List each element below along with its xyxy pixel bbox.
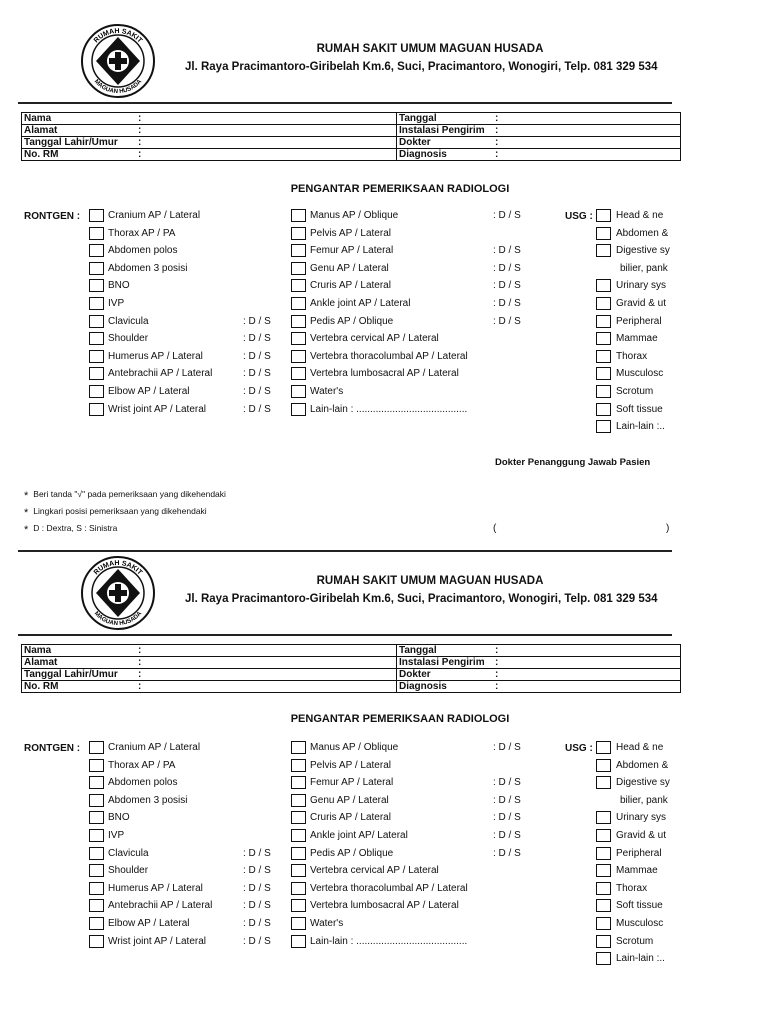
field-no-rm[interactable]: No. RM : [22,681,397,693]
exam-item-label: Abdomen & [616,759,669,771]
exam-item-label: Musculosc [616,368,664,380]
checkbox[interactable] [291,297,306,310]
checkbox[interactable] [89,759,104,772]
exam-item-label: Genu AP / Lateral [310,262,389,274]
field-dokter[interactable]: Dokter : [397,137,681,149]
exam-item-label: Lain-lain :.. [616,953,665,965]
side-selector[interactable]: : D / S [243,865,271,877]
exam-item-label: Femur AP / Lateral [310,245,394,257]
exam-item-label: Head & ne [616,742,664,753]
checkbox[interactable] [89,279,104,292]
note-3: * D : Dextra, S : Sinistra [24,523,118,536]
exam-item-label: Femur AP / Lateral [310,777,394,789]
exam-item-label: Peripheral [616,847,662,859]
checkbox[interactable] [291,350,306,363]
field-tanggal[interactable]: Tanggal : [397,113,681,125]
checkbox[interactable] [89,882,104,895]
side-selector[interactable]: : D / S [493,262,521,274]
checkbox[interactable] [291,847,306,860]
side-selector[interactable]: : D / S [493,210,521,221]
exam-item-label: Abdomen & [616,227,669,239]
exam-item-label: Cruris AP / Lateral [310,280,391,292]
checkbox[interactable] [291,899,306,912]
exam-item-label: Shoulder [108,865,149,877]
exam-item-label: Clavicula [108,847,149,859]
hospital-logo [80,555,156,631]
exam-item-label: Pedis AP / Oblique [310,315,394,327]
exam-item-label: Water's [310,918,344,929]
checkbox[interactable] [596,297,611,310]
checkbox[interactable] [291,385,306,398]
field-instalasi[interactable]: Instalasi Pengirim : [397,657,681,669]
exam-item-label: Scrotum [616,935,654,947]
exam-item-label: Vertebra lumbosacral AP / Lateral [310,900,459,912]
rontgen-label: RONTGEN : [24,743,81,754]
checkbox[interactable] [89,776,104,789]
exam-item-label: Wrist joint AP / Lateral [108,935,207,947]
checkbox[interactable] [596,741,611,754]
exam-item-label: Vertebra cervical AP / Lateral [310,333,439,345]
exam-item-label: Cruris AP / Lateral [310,812,391,824]
checkbox[interactable] [291,741,306,754]
exam-item-label: Thorax AP / PA [108,759,176,771]
exam-item-label: Abdomen polos [108,245,178,257]
field-diagnosis[interactable]: Diagnosis : [397,149,681,161]
signature-close-paren: ) [666,523,670,534]
checkbox[interactable] [89,917,104,930]
exam-item-label: Wrist joint AP / Lateral [108,403,207,415]
side-selector[interactable]: : D / S [243,847,271,859]
exam-item-label: Cranium AP / Lateral [108,742,201,753]
checkbox[interactable] [596,244,611,257]
checkbox[interactable] [89,847,104,860]
patient-identity-table [21,112,681,161]
exam-item-label: Vertebra lumbosacral AP / Lateral [310,368,459,380]
side-selector[interactable]: : D / S [243,368,271,380]
field-no-rm[interactable]: No. RM : [22,149,397,161]
checkbox[interactable] [89,935,104,948]
signature-label: Dokter Penanggung Jawab Pasien [495,457,651,468]
checkbox[interactable] [89,403,104,416]
exam-item-label: Clavicula [108,315,149,327]
exam-item-label: Ankle joint AP/ Lateral [310,830,408,841]
svg-text:MAGUAN HUSADA: MAGUAN HUSADA [92,610,144,628]
checkbox[interactable] [89,297,104,310]
checkbox[interactable] [596,420,611,433]
checkbox[interactable] [89,741,104,754]
checkbox[interactable] [291,917,306,930]
exam-item-label: Antebrachii AP / Lateral [108,900,213,912]
svg-text:RUMAH SAKIT: RUMAH SAKIT [92,27,144,45]
exam-item-label: Elbow AP / Lateral [108,918,190,929]
exam-item-label: bilier, pank [620,794,668,806]
side-selector[interactable]: : D / S [493,794,521,806]
checkbox[interactable] [291,227,306,240]
checkbox[interactable] [291,315,306,328]
exam-item-label: Elbow AP / Lateral [108,386,190,397]
side-selector[interactable]: : D / S [243,935,271,947]
note-2: * Lingkari posisi pemeriksaan yang dikehendaki [24,506,207,519]
exam-item-label: Thorax [616,350,648,362]
checkbox[interactable] [89,864,104,877]
header-divider [18,102,672,104]
side-selector[interactable]: : D / S [243,882,271,894]
field-alamat[interactable]: Alamat : [22,657,397,669]
checkbox[interactable] [596,811,611,824]
exam-item-label: IVP [108,298,125,309]
checkbox[interactable] [89,829,104,842]
checkbox[interactable] [291,332,306,345]
exam-item-label: Cranium AP / Lateral [108,210,201,221]
exam-item-label: Soft tissue [616,900,663,912]
exam-item-label: Humerus AP / Lateral [108,882,203,894]
checkbox[interactable] [89,385,104,398]
exam-item-label: Vertebra thoracolumbal AP / Lateral [310,350,468,362]
side-selector[interactable]: : D / S [493,830,521,841]
side-selector[interactable]: : D / S [243,315,271,327]
checkbox[interactable] [89,262,104,275]
checkbox[interactable] [596,315,611,328]
exam-item-label: Gravid & ut [616,830,667,841]
form-title: PENGANTAR PEMERIKSAAN RADIOLOGI [290,183,510,195]
checkbox[interactable] [89,794,104,807]
exam-item-label: Humerus AP / Lateral [108,350,203,362]
exam-item-label: bilier, pank [620,262,668,274]
field-nama[interactable]: Nama : [22,113,397,125]
checkbox[interactable] [291,367,306,380]
exam-item-label: Ankle joint AP / Lateral [310,298,411,309]
usg-label: USG : [565,743,593,754]
hospital-name: RUMAH SAKIT UMUM MAGUAN HUSADA [316,43,544,55]
exam-item-label: Urinary sys [616,812,667,824]
checkbox[interactable] [291,829,306,842]
exam-item-label: Abdomen 3 posisi [108,262,188,274]
checkbox[interactable] [89,332,104,345]
exam-item-label: BNO [108,280,130,292]
side-selector[interactable]: : D / S [243,918,271,929]
exam-item-label: Water's [310,386,344,397]
exam-item-label: Thorax [616,882,648,894]
checkbox[interactable] [596,935,611,948]
checkbox[interactable] [291,209,306,222]
checkbox[interactable] [89,209,104,222]
exam-item-label: Urinary sys [616,280,667,292]
exam-item-label: Digestive sy [616,245,670,257]
checkbox[interactable] [596,279,611,292]
checkbox[interactable] [291,244,306,257]
checkbox[interactable] [291,811,306,824]
checkbox[interactable] [596,882,611,895]
hospital-address: Jl. Raya Pracimantoro-Giribelah Km.6, Suci, Pracimantoro, Wonogiri, Telp. 081 329 534 [185,593,658,605]
exam-item-label: Lain-lain : ........................................ [310,935,468,947]
side-selector[interactable]: : D / S [243,403,271,415]
field-alamat[interactable]: Alamat : [22,125,397,137]
checkbox[interactable] [291,403,306,416]
exam-item-label: Mammae [616,865,658,877]
checkbox[interactable] [291,759,306,772]
patient-identity-table [21,644,681,693]
side-selector[interactable]: : D / S [493,812,521,824]
checkbox[interactable] [89,899,104,912]
exam-item-label: Shoulder [108,333,149,345]
checkbox[interactable] [596,227,611,240]
checkbox[interactable] [291,882,306,895]
checkbox[interactable] [596,385,611,398]
usg-label: USG : [565,211,593,222]
checkbox[interactable] [89,244,104,257]
exam-item-label: Pelvis AP / Lateral [310,759,391,771]
checkbox[interactable] [291,935,306,948]
checkbox[interactable] [89,367,104,380]
note-1: * Beri tanda "√" pada pemeriksaan yang dikehendaki [24,489,226,502]
side-selector[interactable]: : D / S [493,298,521,309]
field-instalasi[interactable]: Instalasi Pengirim : [397,125,681,137]
hospital-header [180,43,680,73]
side-selector[interactable]: : D / S [493,777,521,789]
field-tgl-lahir[interactable]: Tanggal Lahir/Umur : [22,137,397,149]
exam-item-label: Manus AP / Oblique [310,210,399,221]
exam-item-label: BNO [108,812,130,824]
checkbox[interactable] [89,315,104,328]
checkbox[interactable] [596,759,611,772]
exam-item-label: Antebrachii AP / Lateral [108,368,213,380]
field-dokter[interactable]: Dokter : [397,669,681,681]
exam-item-label: IVP [108,830,125,841]
rontgen-label: RONTGEN : [24,211,81,222]
checkbox[interactable] [291,279,306,292]
exam-item-label: Manus AP / Oblique [310,742,399,753]
side-selector[interactable]: : D / S [493,245,521,257]
checkbox[interactable] [291,864,306,877]
exam-item-label: Pedis AP / Oblique [310,847,394,859]
field-diagnosis[interactable]: Diagnosis : [397,681,681,693]
exam-item-label: Musculosc [616,918,664,929]
checkbox[interactable] [596,367,611,380]
checkbox[interactable] [596,776,611,789]
signature-open-paren: ( [493,523,497,534]
checkbox[interactable] [596,847,611,860]
exam-item-label: Peripheral [616,315,662,327]
exam-item-label: Lain-lain :.. [616,421,665,433]
exam-item-label: Lain-lain : ........................................ [310,403,468,415]
side-selector[interactable]: : D / S [493,742,521,753]
checkbox[interactable] [291,776,306,789]
checkbox[interactable] [89,227,104,240]
checkbox[interactable] [291,262,306,275]
checkbox[interactable] [89,350,104,363]
exam-item-label: Soft tissue [616,403,663,415]
checkbox[interactable] [596,350,611,363]
side-selector[interactable]: : D / S [493,315,521,327]
exam-item-label: Vertebra thoracolumbal AP / Lateral [310,882,468,894]
exam-item-label: Abdomen polos [108,777,178,789]
svg-text:RUMAH SAKIT: RUMAH SAKIT [92,559,144,577]
side-selector[interactable]: : D / S [243,333,271,345]
exam-item-label: Gravid & ut [616,298,667,309]
checkbox[interactable] [596,917,611,930]
side-selector[interactable]: : D / S [243,350,271,362]
field-nama[interactable]: Nama : [22,645,397,657]
form-title: PENGANTAR PEMERIKSAAN RADIOLOGI [290,713,510,725]
checkbox[interactable] [596,952,611,965]
exam-item-label: Thorax AP / PA [108,227,176,239]
side-selector[interactable]: : D / S [243,900,271,912]
checkbox[interactable] [596,403,611,416]
hospital-name: RUMAH SAKIT UMUM MAGUAN HUSADA [316,575,544,587]
side-selector[interactable]: : D / S [493,847,521,859]
side-selector[interactable]: : D / S [243,386,271,397]
exam-item-label: Genu AP / Lateral [310,794,389,806]
hospital-address: Jl. Raya Pracimantoro-Giribelah Km.6, Suci, Pracimantoro, Wonogiri, Telp. 081 329 534 [185,61,658,73]
exam-item-label: Scrotum [616,386,654,397]
checkbox[interactable] [596,332,611,345]
exam-item-label: Vertebra cervical AP / Lateral [310,865,439,877]
exam-item-label: Mammae [616,333,658,345]
hospital-logo [80,23,156,99]
header-divider [18,634,672,636]
checkbox[interactable] [89,811,104,824]
exam-item-label: Abdomen 3 posisi [108,794,188,806]
checkbox[interactable] [596,864,611,877]
hospital-header [180,575,680,605]
checkbox[interactable] [596,829,611,842]
svg-text:MAGUAN HUSADA: MAGUAN HUSADA [92,78,144,96]
form-2 [0,532,768,1032]
exam-item-label: Digestive sy [616,777,670,789]
field-tanggal[interactable]: Tanggal : [397,645,681,657]
side-selector[interactable]: : D / S [493,280,521,292]
exam-item-label: Pelvis AP / Lateral [310,227,391,239]
checkbox[interactable] [291,794,306,807]
checkbox[interactable] [596,899,611,912]
checkbox[interactable] [596,209,611,222]
exam-item-label: Head & ne [616,210,664,221]
field-tgl-lahir[interactable]: Tanggal Lahir/Umur : [22,669,397,681]
